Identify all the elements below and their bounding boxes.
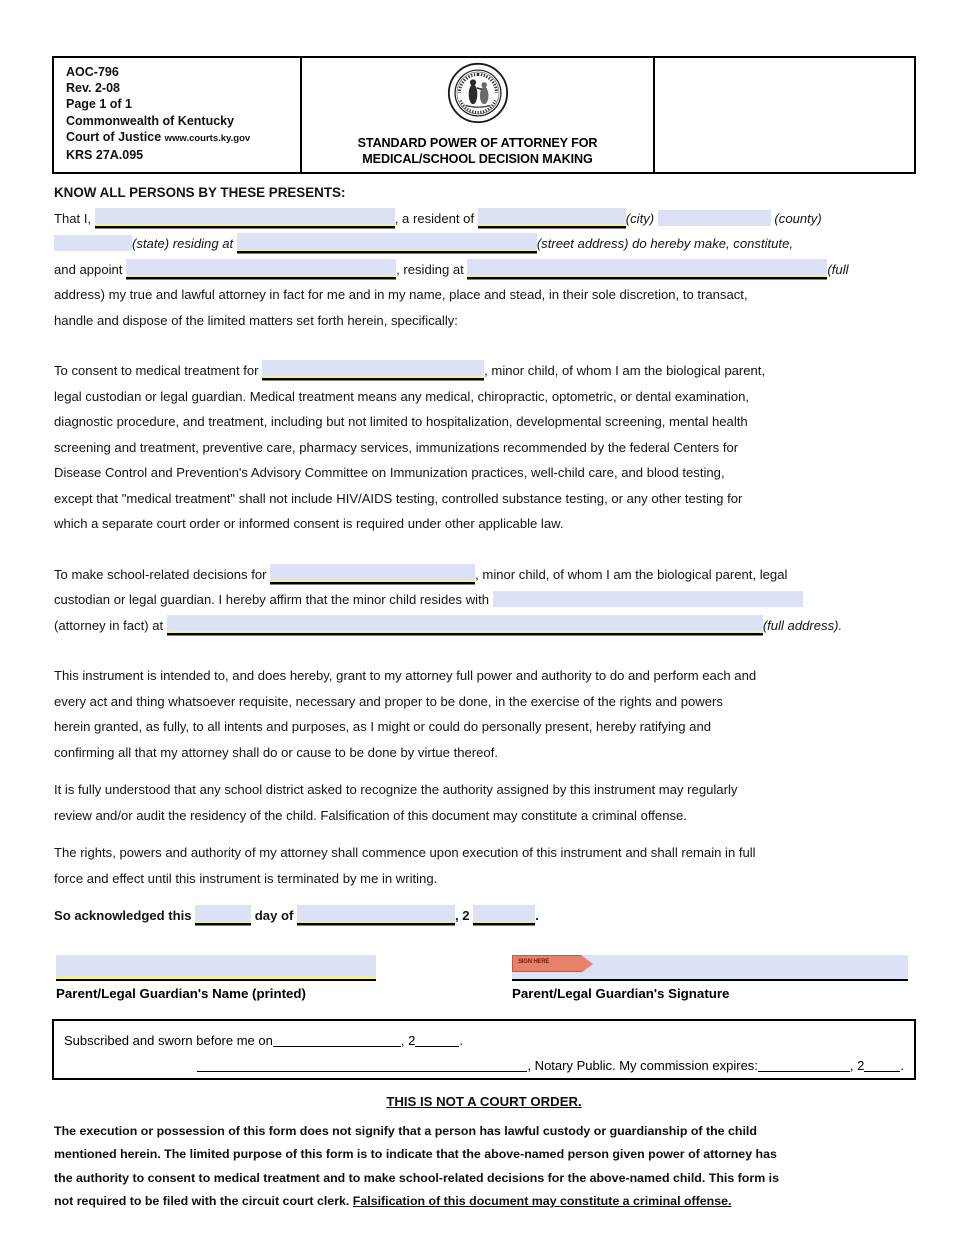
acknowledge-year-field[interactable] bbox=[473, 905, 535, 923]
so-acknowledged-label: So acknowledged this bbox=[54, 908, 192, 923]
sign-here-arrow-tag-icon[interactable] bbox=[512, 955, 582, 972]
notary-line-2 bbox=[64, 1053, 904, 1078]
page-number: Page 1 of 1 bbox=[66, 97, 132, 112]
school-lead-text: To make school-related decisions for bbox=[54, 566, 267, 582]
grant-line-4: confirming all that my attorney shall do or cause to be done by virtue thereof. bbox=[54, 744, 498, 760]
acknowledge-period: . bbox=[535, 908, 539, 923]
kentucky-state-seal-icon bbox=[447, 62, 509, 124]
sign-here-arrow-tip bbox=[581, 955, 593, 973]
medical-consent-paragraph bbox=[54, 358, 911, 537]
know-all-persons-heading: KNOW ALL PERSONS BY THESE PRESENTS: bbox=[54, 185, 346, 200]
school-after-field-text: , minor child, of whom I am the biological parent, legal bbox=[475, 566, 788, 582]
footer-line-4-lead: not required to be filed with the circuit court clerk. bbox=[54, 1194, 353, 1208]
court-website-url[interactable]: www.courts.ky.gov bbox=[164, 132, 251, 144]
school-child-name-field[interactable] bbox=[270, 564, 475, 582]
signature-rule bbox=[512, 979, 908, 981]
school-decisions-paragraph bbox=[54, 562, 911, 639]
header-case-number-cell bbox=[655, 58, 914, 172]
header-title-cell bbox=[302, 58, 655, 172]
medical-line-6: except that "medical treatment" shall not include HIV/AIDS testing, controlled substance testing, or any other testing for bbox=[54, 490, 743, 506]
notary-signature-field[interactable] bbox=[197, 1057, 527, 1072]
signature-label: Parent/Legal Guardian's Signature bbox=[512, 986, 730, 1001]
acknowledge-day-field[interactable] bbox=[195, 905, 251, 923]
form-revision: Rev. 2-08 bbox=[66, 81, 120, 96]
street-address-label: (street address) do hereby make, constitute, bbox=[536, 236, 793, 251]
jurisdiction: Commonwealth of Kentucky bbox=[66, 113, 235, 128]
and-appoint-label: and appoint bbox=[54, 261, 123, 277]
county-field[interactable] bbox=[658, 210, 771, 226]
principal-name-field[interactable] bbox=[95, 208, 395, 226]
school-line-2: custodian or legal guardian. I hereby affirm that the minor child resides with bbox=[54, 592, 489, 607]
city-field[interactable] bbox=[478, 208, 626, 226]
printed-name-field[interactable] bbox=[56, 955, 376, 979]
attorney-full-address-field[interactable] bbox=[167, 615, 763, 633]
intro-paragraph bbox=[54, 206, 911, 334]
school-full-address-label: (full address). bbox=[762, 617, 843, 633]
a-resident-of-label: , a resident of bbox=[394, 210, 475, 226]
school-line-3-lead: (attorney in fact) at bbox=[54, 617, 164, 633]
day-of-label: day of bbox=[254, 908, 294, 923]
form-title bbox=[302, 135, 653, 167]
commission-expires-field[interactable] bbox=[758, 1057, 850, 1072]
full-address-label-part1: (full bbox=[827, 261, 849, 277]
printed-name-rule bbox=[56, 979, 376, 981]
acknowledge-year-prefix: , 2 bbox=[455, 908, 470, 923]
falsification-warning: Falsification of this document may constitute a criminal offense. bbox=[352, 1194, 732, 1208]
notary-date-field[interactable] bbox=[273, 1032, 401, 1047]
medical-line-7: which a separate court order or informed consent is required under other applicable law. bbox=[54, 516, 564, 531]
medical-after-field-text: , minor child, of whom I am the biological parent, bbox=[484, 363, 766, 378]
footer-line-2: mentioned herein. The limited purpose of this form is to indicate that the above-named person given power of attorney has bbox=[54, 1147, 777, 1161]
form-body bbox=[54, 180, 911, 929]
that-i-label: That I, bbox=[54, 210, 92, 226]
header-identification-cell bbox=[54, 58, 302, 172]
statute-reference: KRS 27A.095 bbox=[66, 148, 144, 163]
acknowledge-month-field[interactable] bbox=[297, 905, 455, 923]
commission-year-prefix: , 2 bbox=[849, 1058, 865, 1073]
footer-line-1: The execution or possession of this form does not signify that a person has lawful custody or guardianship of the child bbox=[54, 1123, 757, 1138]
state-label bbox=[132, 236, 233, 251]
printed-name-label: Parent/Legal Guardian's Name (printed) bbox=[56, 986, 306, 1001]
residing-at-label: , residing at bbox=[396, 261, 464, 277]
medical-line-2: legal custodian or legal guardian. Medical treatment means any medical, chiropractic, optometric, or dental examination, bbox=[54, 388, 750, 404]
notary-year-field[interactable] bbox=[415, 1032, 459, 1047]
form-title-line-2: MEDICAL/SCHOOL DECISION MAKING bbox=[362, 152, 593, 166]
footer-disclaimer bbox=[54, 1090, 914, 1214]
audit-line-1: It is fully understood that any school district asked to recognize the authority assigned by this instrument may regularly bbox=[54, 782, 738, 797]
intro-continuation-line1: address) my true and lawful attorney in fact for me and in my name, place and stead, in their sole discretion, to transact, bbox=[54, 287, 748, 302]
intro-continuation-line2: handle and dispose of the limited matters set forth herein, specifically: bbox=[54, 312, 458, 328]
not-a-court-order-notice: THIS IS NOT A COURT ORDER. bbox=[386, 1094, 582, 1109]
footer-line-4 bbox=[54, 1190, 914, 1214]
form-number: AOC-796 bbox=[66, 65, 119, 79]
footer-line-3: the authority to consent to medical treatment and to make school-related decisions for the above-named child. This form is bbox=[54, 1170, 779, 1185]
state-label-text: (state) residing at bbox=[132, 236, 234, 251]
form-header-table bbox=[52, 56, 916, 174]
commencement-paragraph bbox=[54, 840, 911, 891]
acknowledgement-line bbox=[54, 903, 911, 929]
residency-audit-paragraph bbox=[54, 777, 911, 828]
notary-year-prefix: , 2 bbox=[400, 1033, 416, 1048]
commence-line-2: force and effect until this instrument is terminated by me in writing. bbox=[54, 870, 438, 886]
medical-lead-text: To consent to medical treatment for bbox=[54, 363, 259, 378]
city-label: (city) bbox=[625, 210, 655, 226]
commission-year-field[interactable] bbox=[864, 1057, 900, 1072]
medical-line-3: diagnostic procedure, and treatment, including but not limited to hospitalization, developmental screening, mental health bbox=[54, 414, 748, 429]
attorney-name-field[interactable] bbox=[126, 259, 396, 277]
court-line bbox=[66, 129, 300, 147]
signature-column bbox=[512, 955, 908, 1003]
subscribed-sworn-label: Subscribed and sworn before me on bbox=[64, 1033, 273, 1048]
medical-child-name-field[interactable] bbox=[262, 360, 484, 378]
medical-line-4: screening and treatment, preventive care, pharmacy services, immunizations recommended by the federal Centers for bbox=[54, 439, 739, 455]
audit-line-2: review and/or audit the residency of the child. Falsification of this document may constitute a criminal offense. bbox=[54, 807, 687, 823]
notary-line-1 bbox=[64, 1028, 904, 1053]
state-field[interactable] bbox=[54, 235, 132, 251]
child-resides-with-field[interactable] bbox=[493, 591, 803, 607]
grant-line-1: This instrument is intended to, and does hereby, grant to my attorney full power and authority to do and perform each and bbox=[54, 668, 757, 683]
grant-line-3: herein granted, as fully, to all intents and purposes, as I might or could do personally present, hereby ratifying and bbox=[54, 719, 712, 734]
signature-area bbox=[54, 955, 911, 1015]
grant-of-authority-paragraph bbox=[54, 663, 911, 765]
notary-line2-period: . bbox=[900, 1058, 904, 1073]
street-address-field[interactable] bbox=[237, 233, 537, 251]
medical-line-5: Disease Control and Prevention's Advisory Committee on Immunization practices, well-child care, and blood testing, bbox=[54, 465, 725, 480]
county-label: (county) bbox=[774, 210, 822, 226]
attorney-address-field[interactable] bbox=[467, 259, 827, 277]
notary-acknowledgement-box bbox=[52, 1019, 916, 1080]
printed-name-column bbox=[56, 955, 376, 1003]
notary-public-label: , Notary Public. My commission expires: bbox=[527, 1058, 758, 1073]
form-title-line-1: STANDARD POWER OF ATTORNEY FOR bbox=[357, 136, 598, 150]
sign-here-label: SIGN HERE bbox=[518, 959, 550, 965]
commence-line-1: The rights, powers and authority of my attorney shall commence upon execution of this instrument and shall remain in full bbox=[54, 845, 756, 860]
grant-line-2: every act and thing whatsoever requisite, necessary and proper to be done, in the exercise of the rights and powers bbox=[54, 693, 723, 709]
court-name: Court of Justice bbox=[66, 129, 162, 144]
signature-field[interactable] bbox=[512, 955, 908, 979]
notary-line1-period: . bbox=[459, 1033, 463, 1048]
